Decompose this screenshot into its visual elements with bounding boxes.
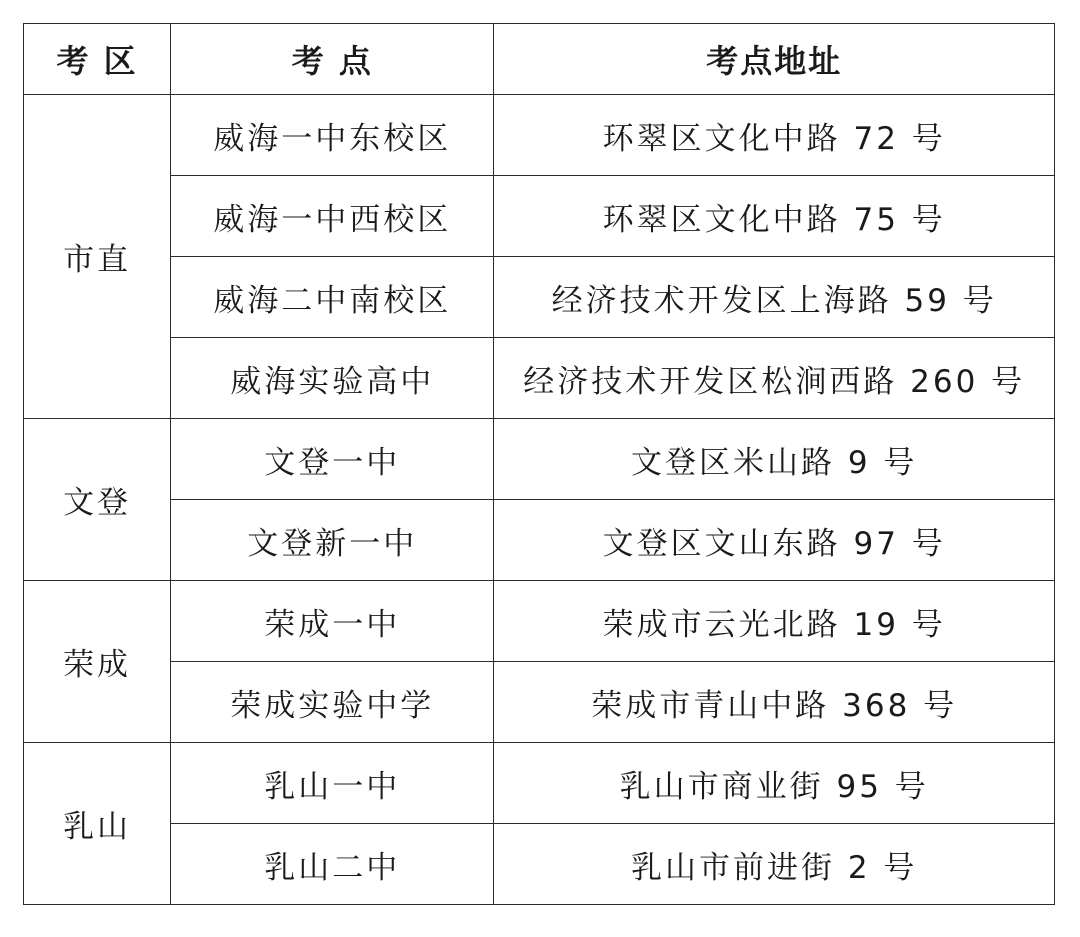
table-row xyxy=(24,176,1055,257)
address-cell: 乳山市前进街 2 号 xyxy=(494,824,1055,905)
address-cell: 乳山市商业街 95 号 xyxy=(494,743,1055,824)
site-cell: 乳山二中 xyxy=(171,824,494,905)
site-cell: 乳山一中 xyxy=(171,743,494,824)
header-address: 考点地址 xyxy=(494,24,1055,95)
site-cell: 威海二中南校区 xyxy=(171,257,494,338)
site-cell: 威海实验高中 xyxy=(171,338,494,419)
district-cell: 乳山 xyxy=(24,743,171,905)
site-cell: 荣成一中 xyxy=(171,581,494,662)
exam-site-table xyxy=(23,23,1055,905)
address-cell: 环翠区文化中路 72 号 xyxy=(494,95,1055,176)
address-cell: 经济技术开发区松涧西路 260 号 xyxy=(494,338,1055,419)
address-cell: 环翠区文化中路 75 号 xyxy=(494,176,1055,257)
address-cell: 经济技术开发区上海路 59 号 xyxy=(494,257,1055,338)
header-site: 考 点 xyxy=(171,24,494,95)
table-row xyxy=(24,662,1055,743)
address-cell: 文登区文山东路 97 号 xyxy=(494,500,1055,581)
site-cell: 威海一中西校区 xyxy=(171,176,494,257)
address-cell: 文登区米山路 9 号 xyxy=(494,419,1055,500)
table-row xyxy=(24,581,1055,662)
table-row xyxy=(24,824,1055,905)
table-header-row xyxy=(24,24,1055,95)
table-row xyxy=(24,95,1055,176)
table-row xyxy=(24,419,1055,500)
table-row xyxy=(24,500,1055,581)
site-cell: 文登一中 xyxy=(171,419,494,500)
site-cell: 荣成实验中学 xyxy=(171,662,494,743)
district-cell: 荣成 xyxy=(24,581,171,743)
district-cell: 市直 xyxy=(24,95,171,419)
site-cell: 威海一中东校区 xyxy=(171,95,494,176)
district-cell: 文登 xyxy=(24,419,171,581)
address-cell: 荣成市云光北路 19 号 xyxy=(494,581,1055,662)
table-row xyxy=(24,257,1055,338)
table-row xyxy=(24,743,1055,824)
table-row xyxy=(24,338,1055,419)
address-cell: 荣成市青山中路 368 号 xyxy=(494,662,1055,743)
site-cell: 文登新一中 xyxy=(171,500,494,581)
header-district: 考 区 xyxy=(24,24,171,95)
